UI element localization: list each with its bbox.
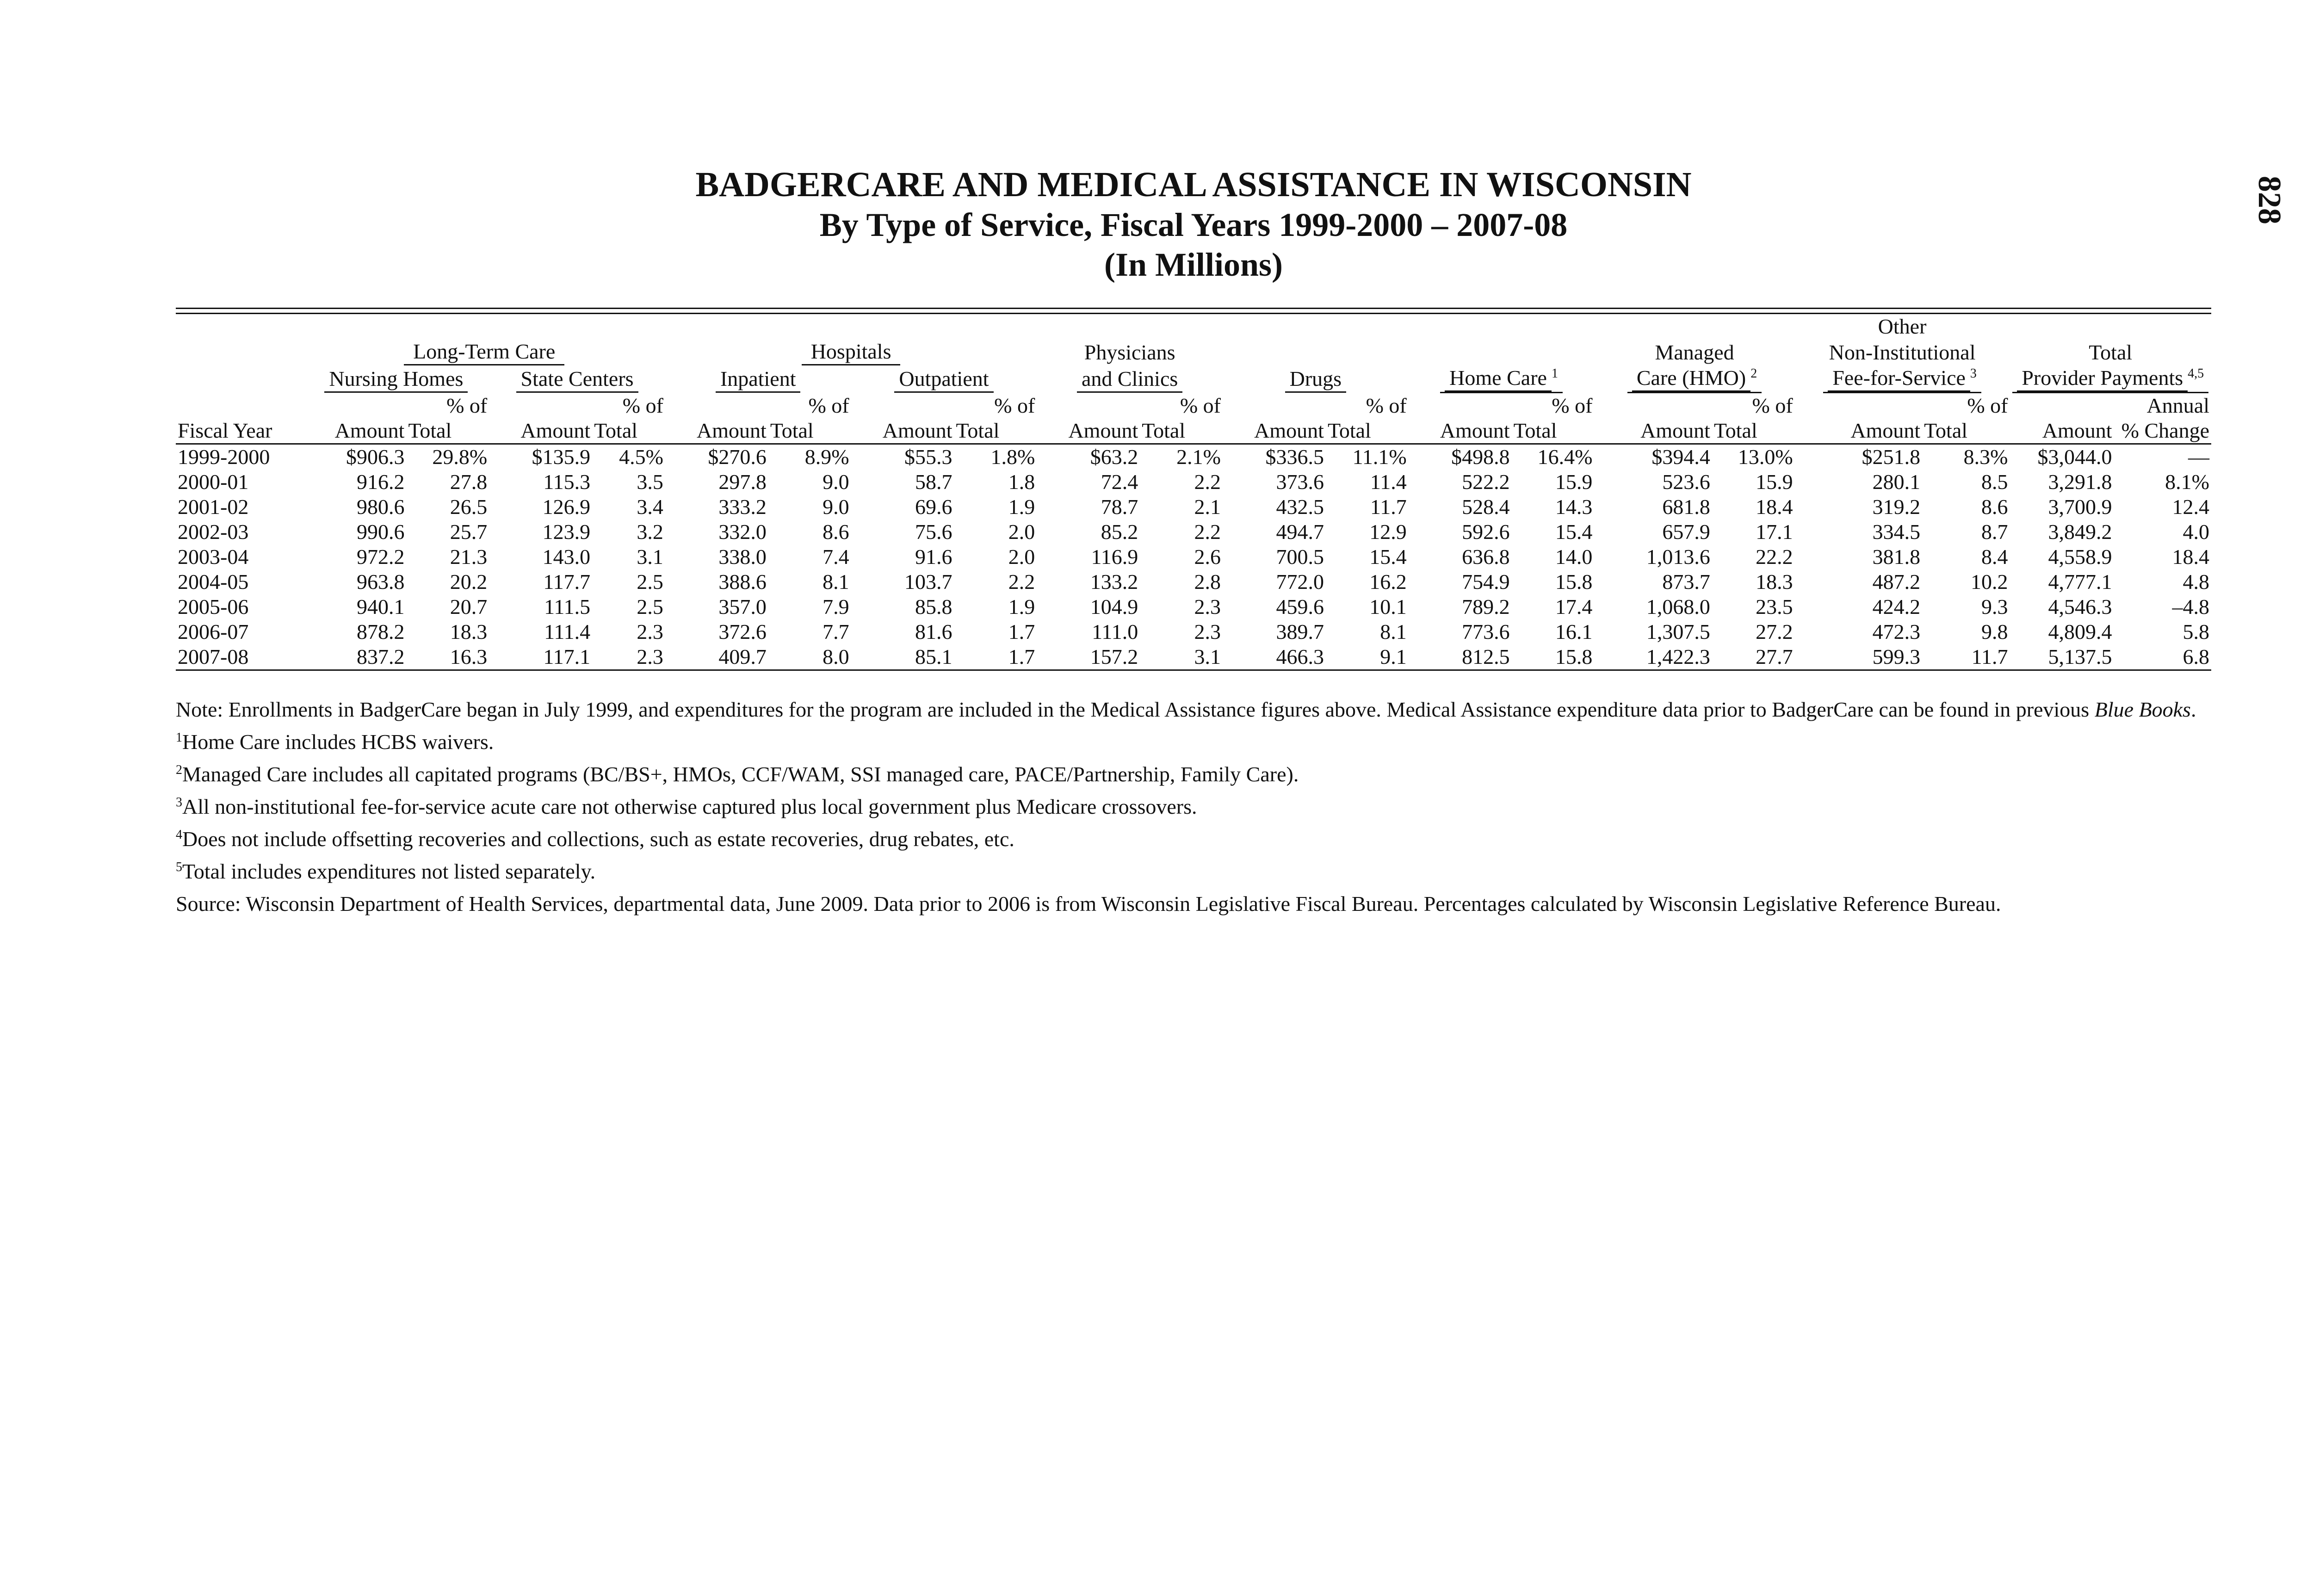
amount-cell: 528.4 (1462, 495, 1510, 519)
amount-cell: $336.5 (1265, 445, 1324, 469)
amount-cell: $251.8 (1862, 445, 1921, 469)
amount-cell: 389.7 (1276, 620, 1324, 643)
annual-change-cell: 18.4 (2172, 545, 2209, 569)
amount-cell: 4,777.1 (2048, 570, 2112, 594)
amount-cell: 133.2 (1090, 570, 1138, 594)
table-row (176, 569, 2211, 594)
percent-cell: 15.4 (1555, 520, 1593, 544)
percent-cell: 2.5 (637, 595, 663, 619)
pct-of-label: % of (1180, 394, 1221, 417)
home-care-header: Home Care $^1$ (1409, 365, 1595, 393)
amount-label: Amount (1594, 418, 1712, 444)
table-row (176, 520, 2211, 544)
percent-cell: 11.7 (1370, 495, 1407, 519)
percent-cell: 27.2 (1756, 620, 1793, 643)
amount-cell: 143.0 (542, 545, 591, 569)
percent-cell: 2.1 (1194, 495, 1221, 519)
percent-cell: 8.1 (823, 570, 849, 594)
percent-cell: 12.9 (1369, 520, 1407, 544)
amount-cell: 990.6 (356, 520, 405, 544)
annual-change-cell: 5.8 (2183, 620, 2209, 643)
amount-cell: $906.3 (346, 445, 405, 469)
amount-cell: 297.8 (718, 470, 767, 494)
amount-cell: 115.3 (543, 470, 591, 494)
amount-cell: 111.4 (544, 620, 591, 643)
amount-label: Amount (303, 418, 407, 444)
amount-cell: $3,044.0 (2037, 445, 2112, 469)
total-label: Total (1922, 418, 2010, 444)
amount-cell: 85.2 (1101, 520, 1138, 544)
amount-cell: 592.6 (1462, 520, 1510, 544)
percent-cell: 20.7 (450, 595, 488, 619)
amount-label: Amount (2010, 418, 2114, 444)
percent-cell: 2.2 (1008, 570, 1035, 594)
total-label: Total (954, 418, 1037, 444)
pct-of-label: % of (1552, 394, 1593, 417)
percent-cell: 1.9 (1008, 495, 1035, 519)
managed-header-line-2: Care (HMO) $^2$ (1594, 365, 1794, 393)
percent-cell: 9.3 (1981, 595, 2008, 619)
percent-cell: 9.8 (1981, 620, 2008, 643)
amount-cell: 104.9 (1090, 595, 1138, 619)
top-double-rule (176, 308, 2211, 314)
data-table (176, 314, 2211, 671)
percent-cell: 8.0 (768, 644, 851, 670)
data-table-wrap (176, 308, 2211, 671)
percent-cell: 2.3 (1194, 595, 1221, 619)
fiscal-year-cell: 2003-04 (178, 545, 249, 569)
footnote-2: $^2$Managed Care includes all capitated programs (BC/BS+, HMOs, CCF/WAM, SSI managed care, PACE/Partnership, Family Care). (176, 762, 1299, 786)
long-term-care-header: Long-Term Care (303, 339, 665, 365)
percent-cell: 8.1 (1380, 620, 1407, 643)
percent-cell: 9.0 (823, 470, 849, 494)
amount-cell: 111.0 (1092, 620, 1138, 643)
amount-cell: 91.6 (915, 545, 952, 569)
percent-cell: 15.9 (1756, 470, 1793, 494)
percent-cell: 17.4 (1555, 595, 1593, 619)
percent-cell: 7.7 (823, 620, 849, 643)
title-line-3: (In Millions) (1104, 246, 1283, 283)
amount-cell: 837.2 (303, 644, 407, 670)
amount-cell: 472.3 (1872, 620, 1921, 643)
amount-cell: 69.6 (915, 495, 952, 519)
percent-cell: 2.3 (592, 644, 665, 670)
percent-cell: 21.3 (450, 545, 488, 569)
percent-cell: 22.2 (1756, 545, 1793, 569)
amount-cell: 432.5 (1276, 495, 1324, 519)
pct-of-label: % of (994, 394, 1035, 417)
total-label: Total (406, 418, 489, 444)
pct-of-label: % of (446, 394, 488, 417)
amount-cell: 523.6 (1662, 470, 1710, 494)
amount-cell: 972.2 (356, 545, 405, 569)
amount-cell: 123.9 (542, 520, 591, 544)
amount-cell: 700.5 (1276, 545, 1324, 569)
amount-cell: 85.1 (851, 644, 954, 670)
total-header-line-2: Provider Payments $^{4,5}$ (2010, 365, 2211, 393)
amount-label: Amount (665, 418, 768, 444)
amount-cell: 381.8 (1872, 545, 1921, 569)
annual-change-cell: 4.0 (2183, 520, 2209, 544)
amount-cell: 58.7 (915, 470, 952, 494)
table-row (176, 495, 2211, 520)
amount-cell: $55.3 (904, 445, 952, 469)
amount-cell: 333.2 (718, 495, 767, 519)
percent-cell: 11.7 (1922, 644, 2010, 670)
amount-cell: 4,809.4 (2048, 620, 2112, 643)
fiscal-year-cell: 2001-02 (178, 495, 249, 519)
table-row (176, 444, 2211, 470)
percent-cell: 1.9 (1008, 595, 1035, 619)
amount-cell: 72.4 (1101, 470, 1138, 494)
note-enrollments: Note: Enrollments in BadgerCare began in July 1999, and expenditures for the program are included in the Medical Assistance figures above. Medical Assistance expenditure data prior to BadgerCare can be found in previous Blue Books. (176, 698, 2196, 721)
physicians-header-line-1: Physicians (1084, 340, 1175, 364)
percent-cell: 13.0% (1738, 445, 1793, 469)
amount-cell: 878.2 (356, 620, 405, 643)
percent-cell: 16.1 (1555, 620, 1593, 643)
amount-cell: 117.7 (543, 570, 591, 594)
percent-cell: 23.5 (1756, 595, 1793, 619)
pct-change-label: % Change (2114, 418, 2212, 444)
amount-cell: 81.6 (915, 620, 952, 643)
fiscal-year-cell: 2004-05 (178, 570, 249, 594)
amount-cell: 487.2 (1872, 570, 1921, 594)
table-row (176, 644, 2211, 670)
percent-cell: 18.3 (450, 620, 488, 643)
percent-cell: 8.4 (1981, 545, 2008, 569)
amount-cell: 3,291.8 (2048, 470, 2112, 494)
page-number: 828 (2251, 176, 2287, 224)
amount-cell: 1,422.3 (1594, 644, 1712, 670)
amount-cell: 657.9 (1662, 520, 1710, 544)
amount-cell: 103.7 (904, 570, 952, 594)
annual-change-cell: –4.8 (2172, 595, 2209, 619)
percent-cell: 3.4 (637, 495, 663, 519)
percent-cell: 1.7 (1008, 620, 1035, 643)
fiscal-year-cell: 2000-01 (178, 470, 249, 494)
percent-cell: 2.0 (1008, 545, 1035, 569)
fiscal-year-cell: 1999-2000 (178, 445, 270, 469)
fiscal-year-cell: 2005-06 (178, 595, 249, 619)
fiscal-year-cell: 2007-08 (176, 644, 303, 670)
pct-of-label: % of (1967, 394, 2008, 417)
state-centers-header: State Centers (489, 365, 665, 393)
amount-cell: 116.9 (1091, 545, 1138, 569)
total-label: Total (1512, 418, 1595, 444)
percent-cell: 15.9 (1555, 470, 1593, 494)
amount-cell: 373.6 (1276, 470, 1324, 494)
outpatient-header: Outpatient (851, 365, 1037, 393)
percent-cell: 29.8% (432, 445, 488, 469)
total-label: Total (1140, 418, 1223, 444)
other-header-line-2: Non-Institutional (1829, 340, 1976, 364)
amount-cell: 773.6 (1462, 620, 1510, 643)
percent-cell: 2.3 (1194, 620, 1221, 643)
amount-label: Amount (1223, 418, 1326, 444)
annual-change-cell: 8.1% (2165, 470, 2209, 494)
percent-cell: 4.5% (619, 445, 663, 469)
annual-change-cell: — (2188, 445, 2209, 469)
percent-cell: 1.8 (1008, 470, 1035, 494)
percent-cell: 1.8% (990, 445, 1035, 469)
inpatient-header: Inpatient (665, 365, 851, 393)
percent-cell: 2.2 (1194, 520, 1221, 544)
managed-header-line-1: Managed (1655, 340, 1734, 364)
percent-cell: 20.2 (450, 570, 488, 594)
percent-cell: 16.3 (406, 644, 489, 670)
notes-section (176, 696, 2216, 923)
percent-cell: 25.7 (450, 520, 488, 544)
percent-cell: 8.7 (1981, 520, 2008, 544)
amount-cell: 78.7 (1101, 495, 1138, 519)
percent-cell: 3.1 (1140, 644, 1223, 670)
amount-cell: $135.9 (532, 445, 591, 469)
amount-cell: 636.8 (1462, 545, 1510, 569)
amount-cell: 940.1 (356, 595, 405, 619)
amount-label: Amount (851, 418, 954, 444)
amount-cell: 873.7 (1662, 570, 1710, 594)
physicians-header-line-2: and Clinics (1037, 365, 1223, 393)
amount-cell: 599.3 (1795, 644, 1923, 670)
percent-cell: 15.8 (1512, 644, 1595, 670)
other-header-line-1: Other (1878, 315, 1927, 338)
amount-cell: 754.9 (1462, 570, 1510, 594)
fiscal-year-cell: 2006-07 (178, 620, 249, 643)
amount-cell: 111.5 (544, 595, 591, 619)
total-header-line-1: Total (2089, 340, 2133, 364)
percent-cell: 2.8 (1194, 570, 1221, 594)
amount-cell: 681.8 (1662, 495, 1710, 519)
percent-cell: 8.6 (823, 520, 849, 544)
amount-cell: 3,700.9 (2048, 495, 2112, 519)
amount-cell: 3,849.2 (2048, 520, 2112, 544)
footnote-4: $^4$Does not include offsetting recoveries and collections, such as estate recoveries, drug rebates, etc. (176, 827, 1014, 851)
percent-cell: 2.3 (637, 620, 663, 643)
amount-cell: 772.0 (1276, 570, 1324, 594)
amount-cell: 963.8 (356, 570, 405, 594)
percent-cell: 3.2 (637, 520, 663, 544)
percent-cell: 7.9 (823, 595, 849, 619)
percent-cell: 3.5 (637, 470, 663, 494)
total-label: Total (1712, 418, 1795, 444)
drugs-header: Drugs (1223, 365, 1409, 393)
percent-cell: 14.0 (1555, 545, 1593, 569)
percent-cell: 15.8 (1555, 570, 1593, 594)
footnote-3: $^3$All non-institutional fee-for-service acute care not otherwise captured plus local government plus Medicare crossovers. (176, 795, 1197, 818)
header-row-5 (176, 418, 2211, 444)
amount-label: Amount (1409, 418, 1512, 444)
amount-cell: 4,546.3 (2048, 595, 2112, 619)
fiscal-year-label: Fiscal Year (176, 418, 303, 444)
percent-cell: 17.1 (1756, 520, 1793, 544)
percent-cell: 8.9% (804, 445, 849, 469)
amount-cell: $394.4 (1651, 445, 1710, 469)
amount-cell: 372.6 (718, 620, 767, 643)
header-row-2 (176, 339, 2211, 365)
source-note: Source: Wisconsin Department of Health Services, departmental data, June 2009. Data prior to 2006 is from Wisconsin Legislative Fiscal Bureau. Percentages calculated by Wisconsin Legislative Reference Bureau. (176, 892, 2001, 916)
header-row-3 (176, 365, 2211, 393)
pct-of-label: % of (1752, 394, 1793, 417)
amount-cell: 157.2 (1037, 644, 1140, 670)
annual-change-cell: 12.4 (2172, 495, 2209, 519)
amount-cell: 409.7 (665, 644, 768, 670)
percent-cell: 27.7 (1712, 644, 1795, 670)
header-row-1 (176, 314, 2211, 339)
percent-cell: 9.0 (823, 495, 849, 519)
table-row (176, 470, 2211, 495)
amount-cell: 522.2 (1462, 470, 1510, 494)
amount-cell: 466.3 (1223, 644, 1326, 670)
pct-of-label: % of (622, 394, 663, 417)
amount-cell: 1,068.0 (1646, 595, 1710, 619)
percent-cell: 14.3 (1555, 495, 1593, 519)
table-row (176, 544, 2211, 569)
percent-cell: 2.5 (637, 570, 663, 594)
amount-cell: 1,013.6 (1646, 545, 1710, 569)
percent-cell: 26.5 (450, 495, 488, 519)
amount-cell: 85.8 (915, 595, 952, 619)
hospitals-header: Hospitals (665, 339, 1037, 365)
amount-cell: 75.6 (915, 520, 952, 544)
footnote-1: $^1$Home Care includes HCBS waivers. (176, 730, 494, 754)
annual-change-cell: 6.8 (2114, 644, 2212, 670)
other-header-line-3: Fee-for-Service $^3$ (1795, 365, 2010, 393)
amount-cell: 916.2 (356, 470, 405, 494)
percent-cell: 11.4 (1370, 470, 1407, 494)
amount-cell: 459.6 (1276, 595, 1324, 619)
total-label: Total (768, 418, 851, 444)
percent-cell: 7.4 (823, 545, 849, 569)
amount-cell: 338.0 (718, 545, 767, 569)
amount-cell: 424.2 (1872, 595, 1921, 619)
table-row (176, 619, 2211, 644)
amount-cell: $270.6 (708, 445, 767, 469)
pct-of-label: % of (808, 394, 849, 417)
amount-cell: 789.2 (1462, 595, 1510, 619)
title-line-2: By Type of Service, Fiscal Years 1999-2000 – 2007-08 (819, 206, 1568, 243)
annual-change-cell: 4.8 (2183, 570, 2209, 594)
percent-cell: 2.6 (1194, 545, 1221, 569)
amount-cell: 812.5 (1409, 644, 1512, 670)
table-body (176, 444, 2211, 670)
percent-cell: 15.4 (1369, 545, 1407, 569)
percent-cell: 2.2 (1194, 470, 1221, 494)
nursing-homes-header: Nursing Homes (303, 365, 489, 393)
amount-cell: 319.2 (1872, 495, 1921, 519)
pct-of-label: % of (1366, 394, 1407, 417)
percent-cell: 8.6 (1981, 495, 2008, 519)
percent-cell: 16.2 (1369, 570, 1407, 594)
amount-cell: 1,307.5 (1646, 620, 1710, 643)
percent-cell: 8.5 (1981, 470, 2008, 494)
amount-cell: 388.6 (718, 570, 767, 594)
header-row-4 (176, 393, 2211, 418)
amount-label: Amount (489, 418, 592, 444)
table-row (176, 594, 2211, 619)
percent-cell: 16.4% (1537, 445, 1593, 469)
amount-cell: 280.1 (1872, 470, 1921, 494)
percent-cell: 10.1 (1369, 595, 1407, 619)
annual-label: Annual (2146, 394, 2209, 417)
amount-cell: 357.0 (718, 595, 767, 619)
percent-cell: 2.1% (1176, 445, 1221, 469)
amount-cell: 980.6 (356, 495, 405, 519)
amount-cell: 334.5 (1872, 520, 1921, 544)
amount-cell: 332.0 (718, 520, 767, 544)
amount-cell: 117.1 (489, 644, 592, 670)
amount-cell: 5,137.5 (2010, 644, 2114, 670)
amount-cell: $63.2 (1090, 445, 1138, 469)
percent-cell: 8.3% (1963, 445, 2008, 469)
percent-cell: 27.8 (450, 470, 488, 494)
amount-cell: $498.8 (1451, 445, 1510, 469)
total-label: Total (592, 418, 665, 444)
amount-cell: 494.7 (1276, 520, 1324, 544)
footnote-5: $^5$Total includes expenditures not listed separately. (176, 860, 596, 883)
amount-cell: 126.9 (542, 495, 591, 519)
percent-cell: 18.3 (1756, 570, 1793, 594)
percent-cell: 11.1% (1352, 445, 1407, 469)
percent-cell: 2.0 (1008, 520, 1035, 544)
total-label: Total (1326, 418, 1409, 444)
title-line-1: BADGERCARE AND MEDICAL ASSISTANCE IN WISCONSIN (695, 165, 1692, 204)
amount-label: Amount (1795, 418, 1923, 444)
percent-cell: 3.1 (637, 545, 663, 569)
percent-cell: 1.7 (954, 644, 1037, 670)
percent-cell: 9.1 (1326, 644, 1409, 670)
fiscal-year-cell: 2002-03 (178, 520, 249, 544)
amount-cell: 4,558.9 (2048, 545, 2112, 569)
percent-cell: 18.4 (1756, 495, 1793, 519)
table-title (171, 164, 2216, 285)
percent-cell: 10.2 (1970, 570, 2008, 594)
amount-label: Amount (1037, 418, 1140, 444)
